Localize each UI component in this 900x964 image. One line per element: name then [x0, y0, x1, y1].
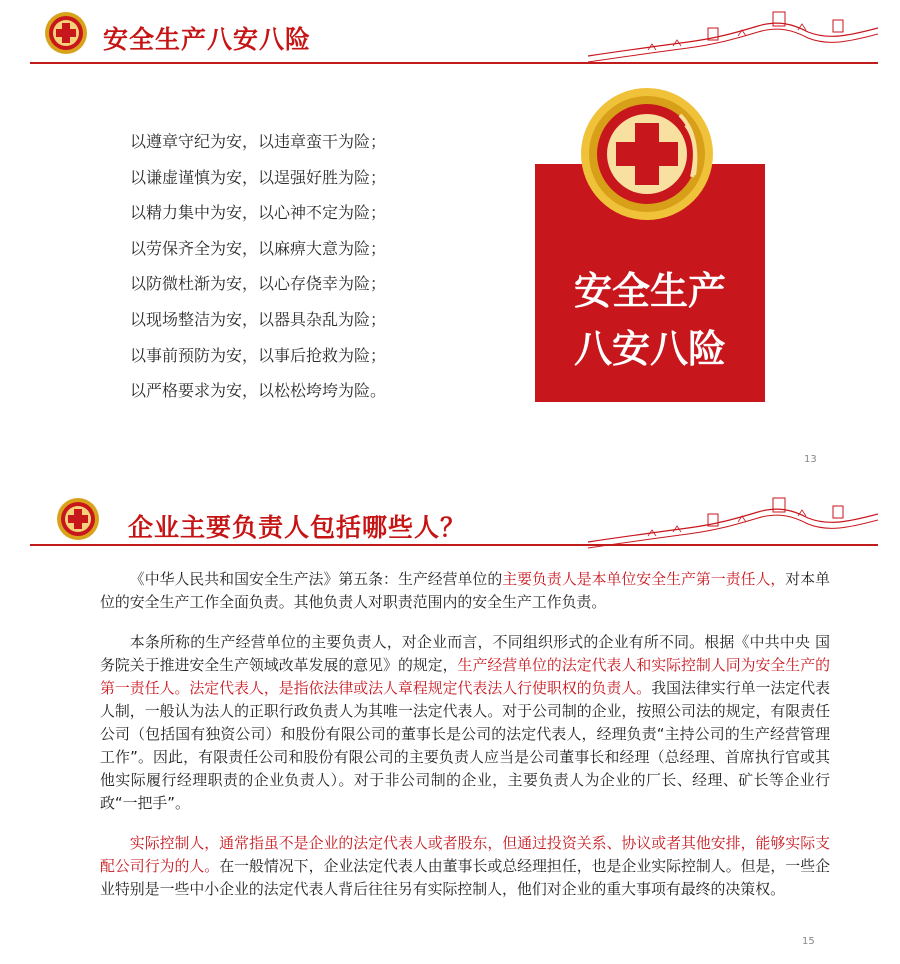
list-item: 以现场整洁为安，以器具杂乱为险； — [130, 309, 387, 329]
highlight-text: 生产经营单位的法定代表人和实际控制人同为安全生产的第一责任人。法定代表人，是指依法律或法人章程规定代表法人行使职权的负责人。 — [100, 656, 830, 697]
list-item: 以劳保齐全为安，以麻痹大意为险； — [130, 238, 387, 258]
paragraph — [100, 832, 830, 901]
list-item: 以事前预防为安，以事后抢救为险； — [130, 345, 387, 365]
text-run: 对本单位的安全生产工作全面负责。其他负责人对职责范围内的安全生产工作负责。 — [100, 570, 830, 611]
list-item: 以精力集中为安，以心神不定为险； — [130, 203, 387, 223]
badge-title — [535, 262, 765, 378]
header-divider — [30, 62, 878, 64]
page-title: 企业主要负责人包括哪些人？ — [128, 513, 467, 542]
text-run: 《中华人民共和国安全生产法》第五条：生产经营单位的 — [129, 570, 503, 588]
principle-list — [130, 124, 386, 409]
list-item: 以谦虚谨慎为安，以逞强好胜为险； — [130, 167, 387, 187]
list-item: 以严格要求为安，以松松垮垮为险。 — [130, 381, 387, 401]
list-item: 以防微杜渐为安，以心存侥幸为险； — [130, 274, 387, 294]
slide-15 — [0, 482, 900, 964]
great-wall-icon — [588, 492, 878, 550]
list-item: 以遵章守纪为安，以违章蛮干为险； — [130, 132, 387, 151]
text-run: 在一般情况下，企业法定代表人由董事长或总经理担任，也是企业实际控制人。但是，一些企业特别是一些中小企业的法定代表人背后往往另有实际控制人，他们对企业的重大事项有最终的决策权。 — [100, 857, 830, 898]
slide-13 — [0, 0, 900, 478]
text-run: 我国法律实行单一法定代表人制，一般认为法人的正职行政负责人为其唯一法定代表人。对于公司制的企业，按照公司法的规定，有限责任公司（包括国有独资公司）和股份有限公司的董事长是公司的法定代表人，经理负责“主持公司的生产经营管理工作”。因此，有限责任公司和股份有限公司的主要负责人应当是公司董事长和经理（总经理、首席执行官或其他实际履行经理职责的企业负责人）。对于非公司制的企业，主要负责人为企业的厂长、经理、矿长等企业行政“一把手”。 — [100, 679, 830, 812]
paragraph — [100, 568, 830, 614]
highlight-text: 主要负责人是本单位安全生产第一责任人， — [502, 570, 786, 588]
page-number: 13 — [804, 454, 817, 465]
safety-cross-gear-icon — [578, 85, 716, 223]
safety-cross-gear-icon — [43, 10, 89, 56]
highlight-text: 实际控制人，通常指虽不是企业的法定代表人或者股东，但通过投资关系、协议或者其他安排，能够实际支配公司行为的人。 — [100, 834, 830, 875]
text-run: 本条所称的生产经营单位的主要负责人，对企业而言，不同组织形式的企业有所不同。根据《中共中央 国务院关于推进安全生产领域改革发展的意见》的规定， — [100, 633, 830, 674]
slide-header — [0, 0, 900, 68]
badge-line: 安全生产 — [573, 269, 726, 313]
great-wall-icon — [588, 6, 878, 64]
article-body — [100, 568, 830, 918]
page-title: 安全生产八安八险 — [103, 25, 312, 54]
page-number: 15 — [802, 936, 815, 947]
badge-line: 八安八险 — [573, 327, 726, 371]
slide-header — [0, 482, 900, 550]
header-divider — [30, 544, 878, 546]
safety-cross-gear-icon — [55, 496, 101, 542]
paragraph — [100, 631, 830, 815]
